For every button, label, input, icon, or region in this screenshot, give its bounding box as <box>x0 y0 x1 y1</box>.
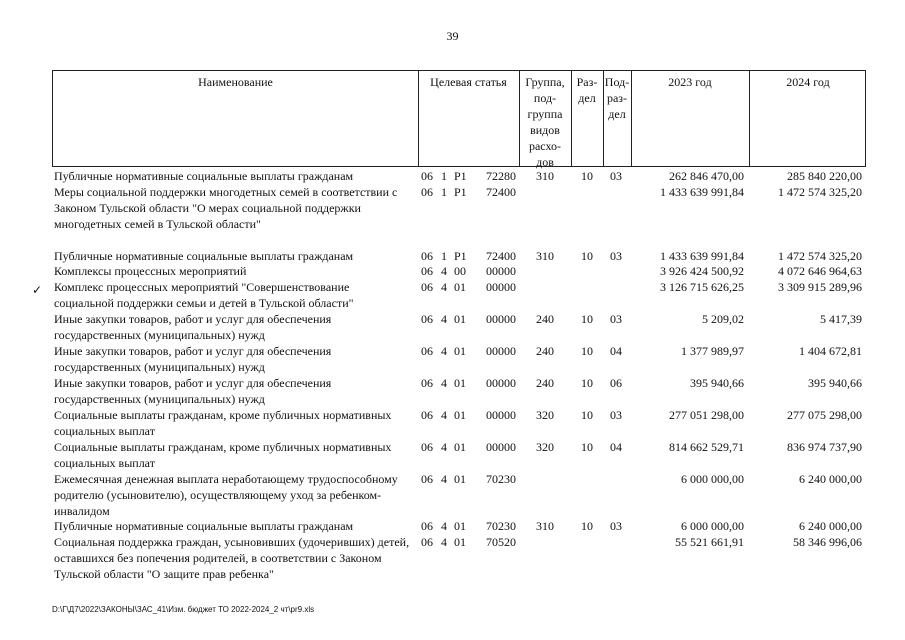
section-code: 10 <box>581 344 593 358</box>
target-code-item: 00 <box>454 264 466 278</box>
expense-group: 310 <box>536 249 554 263</box>
target-code-item: 01 <box>454 344 466 358</box>
expense-group: 320 <box>536 408 554 422</box>
row-name: Меры социальной поддержки многодетных семей в соответствии с Законом Тульской области "О мерах социальной поддержки многодетных семей в Тульской области" <box>54 185 398 231</box>
row-name: Иные закупки товаров, работ и услуг для обеспечения государственных (муниципальных) нужд <box>54 344 332 374</box>
amount-2023: 55 521 661,91 <box>675 535 744 549</box>
amount-2023: 814 662 529,71 <box>669 440 744 454</box>
amount-2023: 277 051 298,00 <box>669 408 744 422</box>
subsection-code: 03 <box>610 408 622 422</box>
expense-group: 310 <box>536 169 554 183</box>
expense-group: 310 <box>536 519 554 533</box>
target-code-item: 01 <box>454 519 466 533</box>
target-code-item: 01 <box>454 535 466 549</box>
amount-2023: 395 940,66 <box>690 376 744 390</box>
target-code-program: 06 <box>421 185 433 199</box>
header-subsection: Под- раз- дел <box>604 75 630 121</box>
amount-2024: 277 075 298,00 <box>787 408 862 422</box>
table-header <box>52 70 866 167</box>
header-year-2024: 2024 год <box>786 75 830 89</box>
target-code-direction: 72280 <box>486 169 516 183</box>
amount-2024: 6 240 000,00 <box>799 472 862 486</box>
target-code-subprogram: 4 <box>441 440 447 454</box>
amount-2024: 1 472 574 325,20 <box>778 185 862 199</box>
target-code-direction: 00000 <box>486 264 516 278</box>
target-code-direction: 00000 <box>486 376 516 390</box>
header-group: Группа, под- группа видов расхо- дов <box>525 75 565 169</box>
target-code-subprogram: 4 <box>441 408 447 422</box>
page-number: 39 <box>446 29 459 43</box>
row-name: Публичные нормативные социальные выплаты гражданам <box>54 249 354 263</box>
target-code-subprogram: 4 <box>441 376 447 390</box>
expense-group: 320 <box>536 440 554 454</box>
target-code-subprogram: 4 <box>441 280 447 294</box>
subsection-code: 04 <box>610 440 622 454</box>
section-code: 10 <box>581 376 593 390</box>
row-name: Социальные выплаты гражданам, кроме публичных нормативных социальных выплат <box>54 440 392 470</box>
target-code-program: 06 <box>421 280 433 294</box>
row-name: Публичные нормативные социальные выплаты гражданам <box>54 519 354 533</box>
amount-2024: 6 240 000,00 <box>799 519 862 533</box>
target-code-subprogram: 1 <box>441 249 447 263</box>
amount-2023: 1 433 639 991,84 <box>660 249 744 263</box>
section-code: 10 <box>581 249 593 263</box>
target-code-direction: 72400 <box>486 185 516 199</box>
target-code-subprogram: 4 <box>441 535 447 549</box>
target-code-subprogram: 1 <box>441 185 447 199</box>
target-code-program: 06 <box>421 376 433 390</box>
amount-2024: 4 072 646 964,63 <box>778 264 862 278</box>
header-year-2023: 2023 год <box>668 75 712 89</box>
target-code-direction: 00000 <box>486 344 516 358</box>
target-code-program: 06 <box>421 472 433 486</box>
subsection-code: 03 <box>610 249 622 263</box>
target-code-program: 06 <box>421 519 433 533</box>
section-code: 10 <box>581 440 593 454</box>
target-code-item: P1 <box>454 249 467 263</box>
target-code-direction: 00000 <box>486 312 516 326</box>
amount-2023: 1 377 989,97 <box>681 344 744 358</box>
target-code-program: 06 <box>421 440 433 454</box>
amount-2024: 836 974 737,90 <box>787 440 862 454</box>
target-code-direction: 00000 <box>486 280 516 294</box>
target-code-direction: 00000 <box>486 408 516 422</box>
header-section: Раз- дел <box>576 75 598 105</box>
target-code-program: 06 <box>421 312 433 326</box>
target-code-subprogram: 4 <box>441 519 447 533</box>
amount-2023: 3 126 715 626,25 <box>660 280 744 294</box>
amount-2024: 3 309 915 289,96 <box>778 280 862 294</box>
target-code-item: 01 <box>454 408 466 422</box>
amount-2023: 3 926 424 500,92 <box>660 264 744 278</box>
target-code-program: 06 <box>421 344 433 358</box>
target-code-subprogram: 1 <box>441 169 447 183</box>
target-code-direction: 70230 <box>486 519 516 533</box>
amount-2023: 1 433 639 991,84 <box>660 185 744 199</box>
target-code-item: 01 <box>454 440 466 454</box>
target-code-item: 01 <box>454 472 466 486</box>
row-name: Иные закупки товаров, работ и услуг для обеспечения государственных (муниципальных) нужд <box>54 312 332 342</box>
amount-2024: 395 940,66 <box>808 376 862 390</box>
footer-file-path: D:\Г\Д7\2022\ЗАКОНЫ\ЗАС_41\Изм. бюджет ТО 2022-2024_2 чт\pr9.xls <box>52 605 315 614</box>
subsection-code: 06 <box>610 376 622 390</box>
target-code-item: 01 <box>454 280 466 294</box>
amount-2023: 6 000 000,00 <box>681 472 744 486</box>
amount-2023: 262 846 470,00 <box>669 169 744 183</box>
target-code-subprogram: 4 <box>441 264 447 278</box>
expense-group: 240 <box>536 376 554 390</box>
header-name: Наименование <box>198 75 273 89</box>
margin-check-mark: ✓ <box>32 283 43 297</box>
target-code-item: P1 <box>454 185 467 199</box>
section-code: 10 <box>581 169 593 183</box>
subsection-code: 03 <box>610 312 622 326</box>
target-code-program: 06 <box>421 535 433 549</box>
target-code-item: P1 <box>454 169 467 183</box>
row-name: Иные закупки товаров, работ и услуг для обеспечения государственных (муниципальных) нужд <box>54 376 332 406</box>
target-code-program: 06 <box>421 249 433 263</box>
row-name: Социальная поддержка граждан, усыновивших (удочеривших) детей, оставшихся без попечения родителей, в соответствии с Законом Тульской области "О защите прав ребенка" <box>54 535 410 581</box>
target-code-subprogram: 4 <box>441 312 447 326</box>
subsection-code: 03 <box>610 519 622 533</box>
section-code: 10 <box>581 519 593 533</box>
target-code-direction: 70520 <box>486 535 516 549</box>
target-code-program: 06 <box>421 169 433 183</box>
expense-group: 240 <box>536 344 554 358</box>
row-name: Ежемесячная денежная выплата неработающему трудоспособному родителю (усыновителю), осуществляющему уход за ребенком-инвалидом <box>54 472 398 518</box>
subsection-code: 04 <box>610 344 622 358</box>
amount-2023: 5 209,02 <box>702 312 744 326</box>
target-code-subprogram: 4 <box>441 472 447 486</box>
subsection-code: 03 <box>610 169 622 183</box>
header-target: Целевая статья <box>430 75 507 89</box>
row-name: Социальные выплаты гражданам, кроме публичных нормативных социальных выплат <box>54 408 392 438</box>
target-code-program: 06 <box>421 264 433 278</box>
expense-group: 240 <box>536 312 554 326</box>
target-code-item: 01 <box>454 312 466 326</box>
target-code-program: 06 <box>421 408 433 422</box>
row-name: Публичные нормативные социальные выплаты гражданам <box>54 169 354 183</box>
row-name: Комплекс процессных мероприятий "Совершенствование социальной поддержки семьи и детей в Тульской области" <box>54 280 354 310</box>
amount-2024: 1 404 672,81 <box>799 344 862 358</box>
amount-2024: 58 346 996,06 <box>793 535 862 549</box>
amount-2023: 6 000 000,00 <box>681 519 744 533</box>
amount-2024: 5 417,39 <box>820 312 862 326</box>
target-code-subprogram: 4 <box>441 344 447 358</box>
amount-2024: 1 472 574 325,20 <box>778 249 862 263</box>
section-code: 10 <box>581 408 593 422</box>
row-name: Комплексы процессных мероприятий <box>54 264 247 278</box>
target-code-item: 01 <box>454 376 466 390</box>
amount-2024: 285 840 220,00 <box>787 169 862 183</box>
target-code-direction: 70230 <box>486 472 516 486</box>
section-code: 10 <box>581 312 593 326</box>
target-code-direction: 00000 <box>486 440 516 454</box>
target-code-direction: 72400 <box>486 249 516 263</box>
